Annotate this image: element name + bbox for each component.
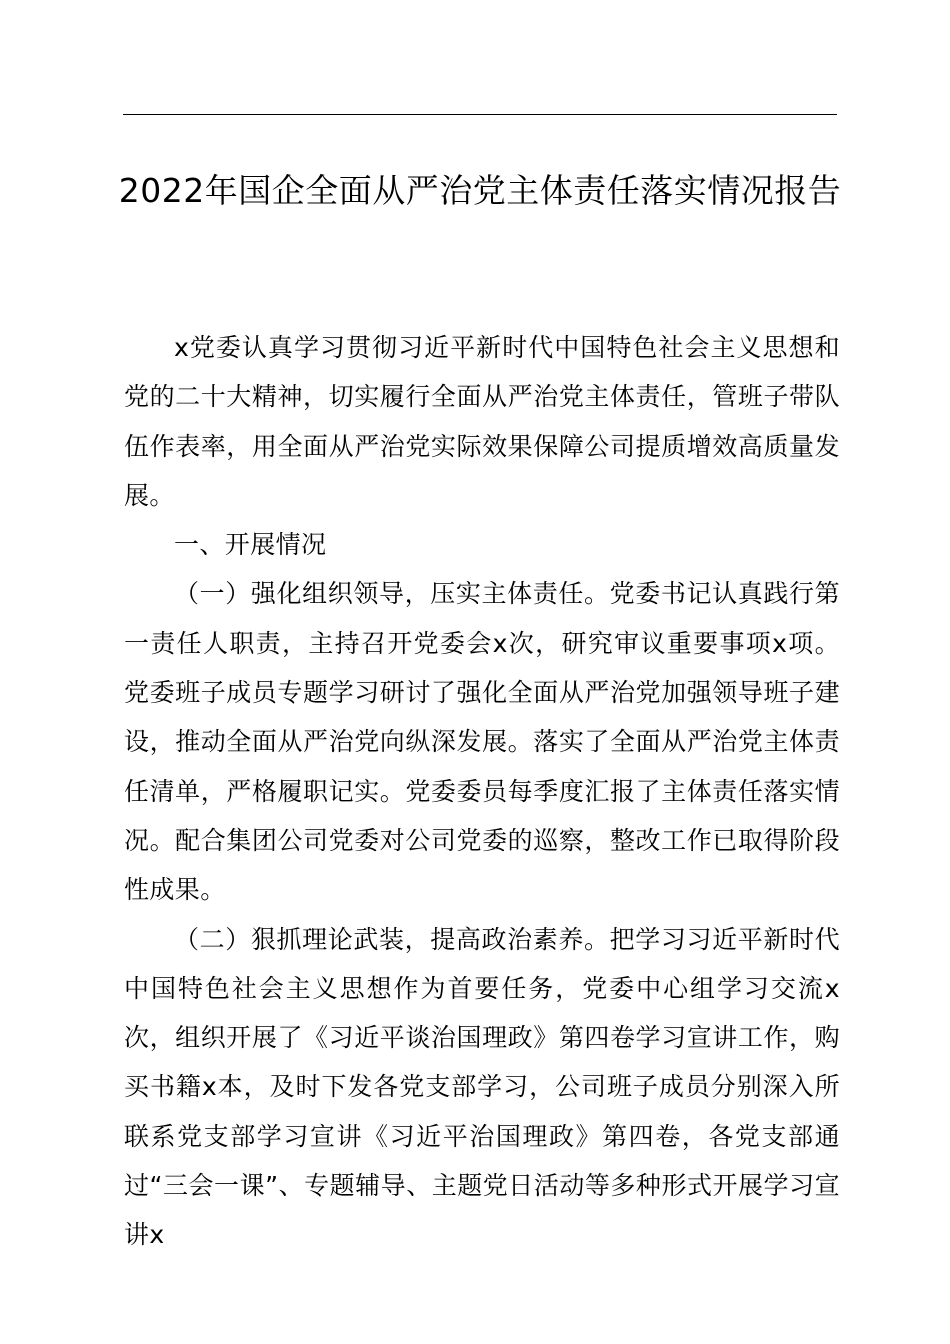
document-body: [124, 323, 840, 1260]
paragraph-intro: x党委认真学习贯彻习近平新时代中国特色社会主义思想和党的二十大精神，切实履行全面从严治党主体责任，管班子带队伍作表率，用全面从严治党实际效果保障公司提质增效高质量发展。: [124, 333, 840, 510]
header-rule: [123, 114, 837, 115]
paragraph-section-1: （一）强化组织领导，压实主体责任。党委书记认真践行第一责任人职责，主持召开党委会x次，研究审议重要事项x项。党委班子成员专题学习研讨了强化全面从严治党加强领导班子建设，推动全面从严治党向纵深发展。落实了全面从严治党主体责任清单，严格履职记实。党委委员每季度汇报了主体责任落实情况。配合集团公司党委对公司党委的巡察，整改工作已取得阶段性成果。: [124, 579, 840, 905]
paragraph-section-2: （二）狠抓理论武装，提高政治素养。把学习习近平新时代中国特色社会主义思想作为首要任务，党委中心组学习交流x次，组织开展了《习近平谈治国理政》第四卷学习宣讲工作，购买书籍x本，及时下发各党支部学习，公司班子成员分别深入所联系党支部学习宣讲《习近平治国理政》第四卷，各党支部通过“三会一课”、专题辅导、主题党日活动等多种形式开展学习宣讲x: [124, 924, 840, 1250]
document-title: 2022年国企全面从严治党主体责任落实情况报告: [118, 171, 842, 210]
section-heading: 一、开展情况: [174, 530, 327, 560]
